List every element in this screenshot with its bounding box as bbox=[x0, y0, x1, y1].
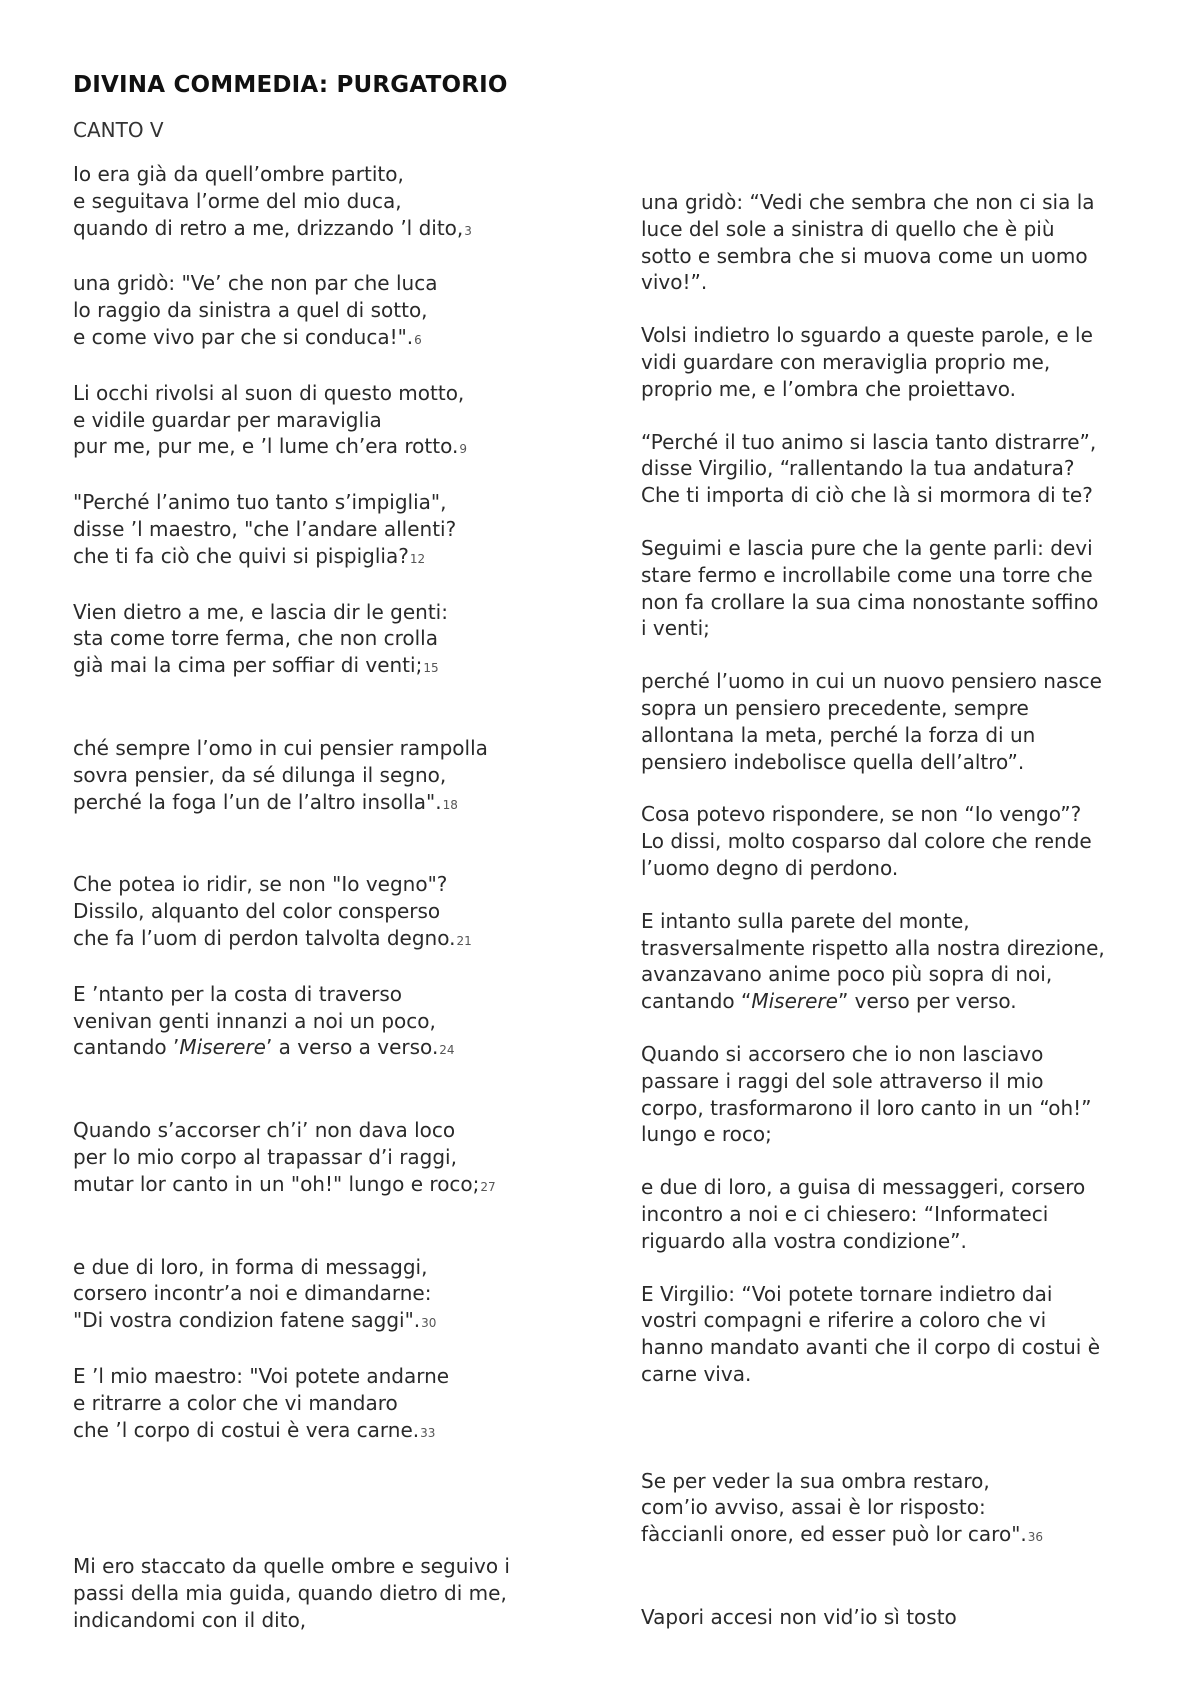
line-number: 30 bbox=[421, 1316, 437, 1331]
line-number: 36 bbox=[1027, 1530, 1044, 1545]
line-number: 9 bbox=[459, 442, 467, 457]
line-number: 12 bbox=[409, 551, 426, 566]
line-number: 33 bbox=[420, 1425, 436, 1440]
stanza bbox=[641, 668, 1151, 775]
prose-line: perché l’uomo in cui un nuovo pensiero nasce bbox=[641, 669, 1102, 694]
verse-line: ché sempre l’omo in cui pensier rampolla bbox=[73, 735, 488, 760]
stanza bbox=[73, 270, 553, 353]
verse-line: indicandomi con il dito, bbox=[73, 1607, 307, 1632]
verse-line: sovra pensier, da sé dilunga il segno, bbox=[73, 762, 447, 787]
verse-line: Vien dietro a me, e lascia dir le genti: bbox=[73, 599, 448, 624]
verse-line: già mai la cima per soffiar di venti;15 bbox=[73, 653, 439, 678]
prose-line: passare i raggi del sole attraverso il mio bbox=[641, 1068, 1044, 1093]
stanza bbox=[641, 801, 1151, 881]
prose-line: Cosa potevo rispondere, se non “Io vengo”? bbox=[641, 802, 1082, 827]
verse-line: Se per veder la sua ombra restaro, bbox=[641, 1468, 990, 1493]
prose-line: luce del sole a sinistra di quello che è più bbox=[641, 216, 1055, 241]
prose-line: E intanto sulla parete del monte, bbox=[641, 908, 970, 933]
line-number: 3 bbox=[464, 223, 472, 238]
prose-line: una gridò: “Vedi che sembra che non ci sia la bbox=[641, 190, 1095, 214]
stanza bbox=[73, 1553, 553, 1633]
prose-line: disse Virgilio, “rallentando la tua andatura? bbox=[641, 456, 1075, 481]
prose-line: pensiero indebolisce quella dell’altro”. bbox=[641, 749, 1025, 774]
prose-line: Che ti importa di ciò che là si mormora di te? bbox=[641, 483, 1093, 508]
verse-line: "Di vostra condizion fatene saggi".30 bbox=[73, 1308, 437, 1333]
stanza bbox=[73, 599, 553, 682]
stanza bbox=[73, 489, 553, 572]
prose-line: avanzavano anime poco più sopra di noi, bbox=[641, 962, 1053, 987]
stanza bbox=[73, 380, 553, 463]
stanza bbox=[641, 908, 1151, 1015]
prose-line: corpo, trasformarono il loro canto in un “oh!” bbox=[641, 1095, 1092, 1120]
prose-line: incontro a noi e ci chiesero: “Informateci bbox=[641, 1201, 1049, 1226]
verse-line: Che potea io ridir, se non "Io vegno"? bbox=[73, 872, 448, 897]
verse-line: e ritrarre a color che vi mandaro bbox=[73, 1390, 398, 1415]
line-number: 15 bbox=[423, 661, 439, 676]
verse-line: Vapori accesi non vid’io sì tosto bbox=[641, 1605, 957, 1630]
prose-line: proprio me, e l’ombra che proiettavo. bbox=[641, 376, 1017, 401]
stanza bbox=[641, 1041, 1151, 1148]
verse-line: passi della mia guida, quando dietro di me, bbox=[73, 1581, 507, 1606]
prose-line: l’uomo degno di perdono. bbox=[641, 855, 899, 880]
stanza bbox=[641, 1281, 1151, 1388]
prose-line: cantando “Miserere” verso per verso. bbox=[641, 989, 1017, 1014]
verse-line: Li occhi rivolsi al suon di questo motto, bbox=[73, 380, 465, 405]
prose-line: vivo!”. bbox=[641, 270, 708, 295]
verse-line: corsero incontr’a noi e dimandarne: bbox=[73, 1281, 432, 1306]
verse-line: e due di loro, in forma di messaggi, bbox=[73, 1254, 428, 1279]
verse-line: Quando s’accorser ch’i’ non dava loco bbox=[73, 1118, 456, 1143]
prose-line: Volsi indietro lo sguardo a queste parole, e le bbox=[641, 323, 1093, 348]
verse-line: disse ’l maestro, "che l’andare allenti? bbox=[73, 516, 457, 541]
line-number: 21 bbox=[456, 933, 472, 948]
verse-line: che ’l corpo di costui è vera carne.33 bbox=[73, 1417, 436, 1442]
verse-line: pur me, pur me, e ’l lume ch’era rotto.9 bbox=[73, 434, 467, 459]
verse-line: perché la foga l’un de l’altro insolla".18 bbox=[73, 789, 458, 814]
prose-line: allontana la meta, perché la forza di un bbox=[641, 722, 1036, 747]
stanza bbox=[641, 322, 1151, 402]
stanza bbox=[641, 1174, 1151, 1254]
stanza bbox=[641, 1604, 1151, 1631]
verse-line: per lo mio corpo al trapassar d’i raggi, bbox=[73, 1144, 457, 1169]
stanza bbox=[73, 871, 553, 954]
prose-line: Seguimi e lascia pure che la gente parli: devi bbox=[641, 535, 1093, 560]
stanza bbox=[641, 189, 1151, 296]
prose-line: hanno mandato avanti che il corpo di costui è bbox=[641, 1335, 1101, 1360]
prose-line: stare fermo e incrollabile come una torre che bbox=[641, 562, 1093, 587]
stanza bbox=[641, 535, 1151, 642]
prose-line: lungo e roco; bbox=[641, 1122, 772, 1147]
prose-line: “Perché il tuo animo si lascia tanto distrarre”, bbox=[641, 429, 1097, 454]
prose-line: carne viva. bbox=[641, 1361, 752, 1386]
prose-line: riguardo alla vostra condizione”. bbox=[641, 1228, 967, 1253]
verse-line: cantando ’Miserere’ a verso a verso.24 bbox=[73, 1035, 455, 1060]
verse-line: e seguitava l’orme del mio duca, bbox=[73, 188, 402, 213]
verse-line: che ti fa ciò che quivi si pispiglia?12 bbox=[73, 543, 426, 568]
verse-line: Io era già da quell’ombre partito, bbox=[73, 162, 404, 186]
prose-line: sopra un pensiero precedente, sempre bbox=[641, 695, 1029, 720]
canto-heading: CANTO V bbox=[73, 118, 164, 142]
verse-line: quando di retro a me, drizzando ’l dito,3 bbox=[73, 215, 472, 240]
verse-line: E ’l mio maestro: "Voi potete andarne bbox=[73, 1363, 450, 1388]
prose-line: Quando si accorsero che io non lasciavo bbox=[641, 1041, 1044, 1066]
stanza bbox=[73, 161, 553, 244]
verse-line: Dissilo, alquanto del color consperso bbox=[73, 899, 441, 924]
verse-line: mutar lor canto in un "oh!" lungo e roco;27 bbox=[73, 1171, 496, 1196]
translation-column bbox=[641, 189, 1151, 1631]
italic-miserere: Miserere bbox=[751, 989, 838, 1014]
verse-line: e vidile guardar per maraviglia bbox=[73, 407, 382, 432]
stanza bbox=[641, 1468, 1151, 1551]
original-text-column bbox=[73, 161, 553, 1634]
stanza bbox=[73, 735, 553, 818]
stanza bbox=[73, 1117, 553, 1200]
prose-line: e due di loro, a guisa di messaggeri, corsero bbox=[641, 1175, 1086, 1200]
prose-line: sotto e sembra che si muova come un uomo bbox=[641, 243, 1088, 268]
prose-line: vidi guardare con meraviglia proprio me, bbox=[641, 349, 1051, 374]
stanza bbox=[73, 981, 553, 1064]
verse-line: una gridò: "Ve’ che non par che luca bbox=[73, 271, 438, 296]
verse-line: E ’ntanto per la costa di traverso bbox=[73, 981, 403, 1006]
verse-line: Mi ero staccato da quelle ombre e seguivo i bbox=[73, 1554, 510, 1579]
stanza bbox=[73, 1363, 553, 1446]
line-number: 24 bbox=[439, 1043, 455, 1058]
prose-line: vostri compagni e riferire a coloro che vi bbox=[641, 1308, 1047, 1333]
italic-miserere: Miserere bbox=[179, 1035, 266, 1060]
verse-line: "Perché l’animo tuo tanto s’impiglia", bbox=[73, 490, 447, 515]
prose-line: trasversalmente rispetto alla nostra direzione, bbox=[641, 935, 1105, 960]
line-number: 6 bbox=[414, 332, 422, 347]
verse-line: fàccianli onore, ed esser può lor caro".36 bbox=[641, 1522, 1044, 1547]
prose-line: non fa crollare la sua cima nonostante soffino bbox=[641, 589, 1099, 614]
stanza bbox=[641, 429, 1151, 509]
verse-line: che fa l’uom di perdon talvolta degno.21 bbox=[73, 925, 472, 950]
prose-line: E Virgilio: “Voi potete tornare indietro dai bbox=[641, 1281, 1053, 1306]
prose-line: i venti; bbox=[641, 616, 710, 641]
line-number: 18 bbox=[442, 797, 458, 812]
verse-line: lo raggio da sinistra a quel di sotto, bbox=[73, 298, 428, 323]
stanza bbox=[73, 1254, 553, 1337]
prose-line: Lo dissi, molto cosparso dal colore che rende bbox=[641, 829, 1092, 854]
line-number: 27 bbox=[480, 1179, 496, 1194]
verse-line: com’io avviso, assai è lor risposto: bbox=[641, 1495, 986, 1520]
verse-line: venivan genti innanzi a noi un poco, bbox=[73, 1008, 436, 1033]
page-title: DIVINA COMMEDIA: PURGATORIO bbox=[73, 72, 508, 98]
verse-line: e come vivo par che si conduca!".6 bbox=[73, 324, 422, 349]
verse-line: sta come torre ferma, che non crolla bbox=[73, 626, 438, 651]
